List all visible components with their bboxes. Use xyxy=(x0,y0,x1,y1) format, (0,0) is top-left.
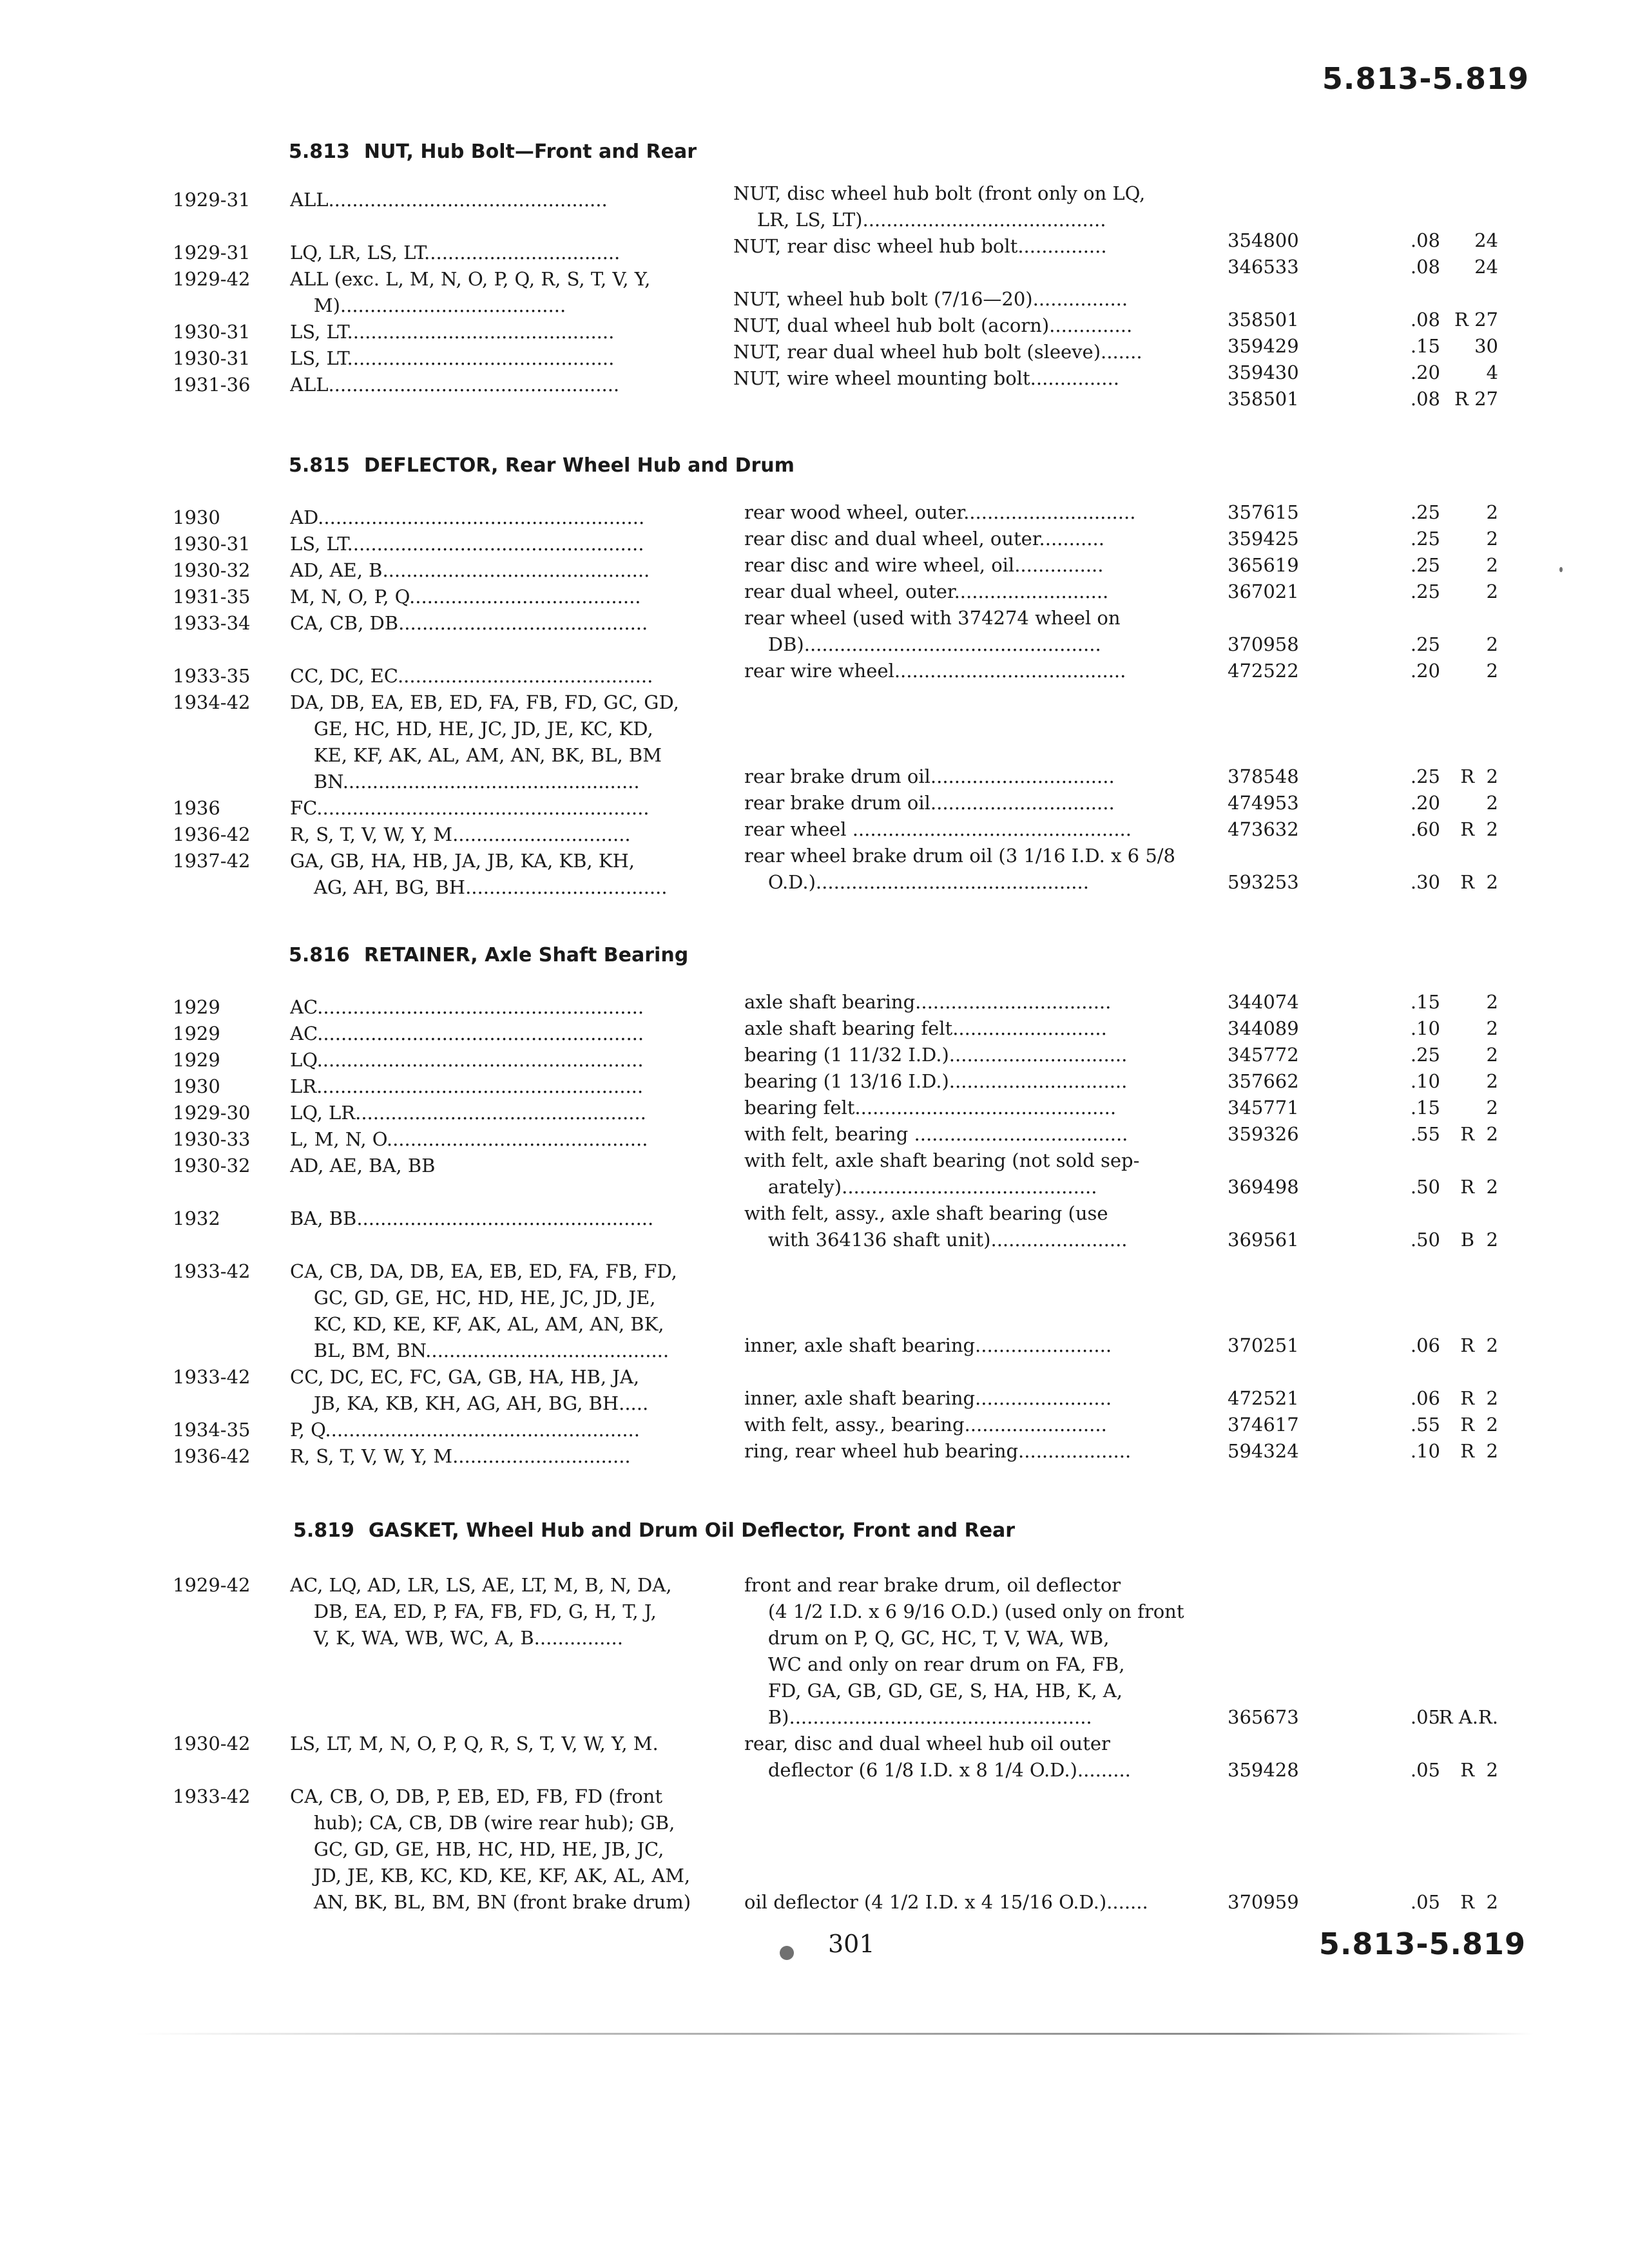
models-column: AC....................................................... AC....................................................... LQ....................................................... LR....................................................... LQ, LR................................................. L, M, N, O............................................ AD, AE, BA, BB BA, BB.................................................. CA, CB, DA, DB, EA, EB, ED, FA, FB, FD, GC, GD, GE, HC, HD, HE, JC, JD, JE, KC, KD, KE, KF, AK, AL, AM, AN, BK, BL, BM, BN......................................... CC, DC, EC, FC, GA, GB, HA, HB, JA, JB, KA, KB, KH, AG, AH, BG, BH..... P, Q..................................................... R, S, T, V, W, Y, M.............................. xyxy=(290,996,677,1467)
section-number: 5.813 xyxy=(289,140,350,163)
section-title-5813 xyxy=(289,140,697,163)
price-column: .25 .25 .25 .25 .25 .20 .25 .20 .60 .30 xyxy=(1410,501,1440,893)
section-title-5815 xyxy=(289,454,795,477)
description-column: rear wood wheel, outer............................. rear disc and dual wheel, outer........... rear disc and wire wheel, oil............... rear dual wheel, outer.......................... rear wheel (used with 374274 wheel on DB).................................................. rear wire wheel....................................... rear brake drum oil............................... rear brake drum oil............................... rear wheel ............................................... rear wheel brake drum oil (3 1/16 I.D. x 6 5/8 O.D.).............................................. xyxy=(744,501,1175,893)
section-number: 5.815 xyxy=(289,454,350,477)
section-heading: GASKET, Wheel Hub and Drum Oil Deflector, Front and Rear xyxy=(368,1519,1016,1542)
years-column: 1930 1930-31 1930-32 1931-35 1933-34 1933-35 1934-42 1936 1936-42 1937-42 xyxy=(173,506,251,872)
part-number-column: 357615 359425 365619 367021 370958 472522 378548 474953 473632 593253 xyxy=(1228,501,1299,893)
section-heading: RETAINER, Axle Shaft Bearing xyxy=(363,944,689,966)
section-number: 5.816 xyxy=(289,944,350,966)
section-heading: NUT, Hub Bolt—Front and Rear xyxy=(363,140,697,163)
description-column: front and rear brake drum, oil deflector (4 1/2 I.D. x 6 9/16 O.D.) (used only on front drum on P, Q, GC, HC, T, V, WA, WB, WC and only on rear drum on FA, FB, FD, GA, GB, GD, GE, S, HA, HB, K, A, B)................................................... rear, disc and dual wheel hub oil outer deflector (6 1/8 I.D. x 8 1/4 O.D.)......... oil deflector (4 1/2 I.D. x 4 15/16 O.D.)....... xyxy=(744,1574,1184,1913)
quantity-column: 2 2 2 2 2 R 2 R 2 B 2 R 2 R 2 R 2 R 2 xyxy=(1460,991,1498,1462)
quantity-column: 24 24 R 27 30 4 R 27 xyxy=(1454,229,1498,410)
page-footer-range: 5.813-5.819 xyxy=(1318,1927,1526,1961)
scan-speck xyxy=(1559,567,1563,572)
price-column: .05 .05 .05 xyxy=(1410,1706,1440,1913)
years-column: 1929-42 1930-42 1933-42 xyxy=(173,1574,251,1807)
price-column: .08 .08 .08 .15 .20 .08 xyxy=(1410,229,1440,410)
models-column: ALL............................................... LQ, LR, LS, LT................................. ALL (exc. L, M, N, O, P, Q, R, S, T, V, Y, M)...................................... LS, LT............................................. LS, LT............................................. ALL................................................. xyxy=(290,189,651,396)
scan-smudge xyxy=(780,1946,794,1960)
models-column: AC, LQ, AD, LR, LS, AE, LT, M, B, N, DA, DB, EA, ED, P, FA, FB, FD, G, H, T, J, V, K, WA, WB, WC, A, B............... LS, LT, M, N, O, P, Q, R, S, T, V, W, Y, M. CA, CB, O, DB, P, EB, ED, FB, FD (front hub); CA, CB, DB (wire rear hub); GB, GC, GD, GE, HB, HC, HD, HE, JB, JC, JD, JE, KB, KC, KD, KE, KF, AK, AL, AM, AN, BK, BL, BM, BN (front brake drum) xyxy=(290,1574,691,1913)
part-number-column: 365673 359428 370959 xyxy=(1228,1706,1299,1913)
scan-edge-line xyxy=(135,2033,1534,2035)
section-title-5816 xyxy=(289,944,688,966)
section-number: 5.819 xyxy=(293,1519,354,1542)
models-column: AD....................................................... LS, LT.................................................. AD, AE, B............................................. M, N, O, P, Q....................................... CA, CB, DB.......................................... CC, DC, EC........................................... DA, DB, EA, EB, ED, FA, FB, FD, GC, GD, GE, HC, HD, HE, JC, JD, JE, KC, KD, KE, KF, AK, AL, AM, AN, BK, BL, BM BN.................................................. FC........................................................ R, S, T, V, W, Y, M.............................. GA, GB, HA, HB, JA, JB, KA, KB, KH, AG, AH, BG, BH.................................. xyxy=(290,506,679,898)
quantity-column: 2 2 2 2 2 2 R 2 2 R 2 R 2 xyxy=(1460,501,1498,893)
section-title-5819 xyxy=(293,1519,1015,1542)
part-number-column: 354800 346533 358501 359429 359430 358501 xyxy=(1228,229,1299,410)
quantity-column: R A.R. R 2 R 2 xyxy=(1438,1706,1498,1913)
part-number-column: 344074 344089 345772 357662 345771 359326 369498 369561 370251 472521 374617 594324 xyxy=(1228,991,1299,1462)
section-heading: DEFLECTOR, Rear Wheel Hub and Drum xyxy=(363,454,795,477)
page-number: 301 xyxy=(828,1930,875,1958)
description-column: axle shaft bearing................................. axle shaft bearing felt.......................... bearing (1 11/32 I.D.).............................. bearing (1 13/16 I.D.).............................. bearing felt............................................ with felt, bearing .................................... with felt, axle shaft bearing (not sold sep- arately)........................................... with felt, assy., axle shaft bearing (use with 364136 shaft unit)....................... inner, axle shaft bearing....................... inner, axle shaft bearing....................... with felt, assy., bearing........................ ring, rear wheel hub bearing................... xyxy=(744,991,1140,1462)
years-column: 1929-31 1929-31 1929-42 1930-31 1930-31 1931-36 xyxy=(173,189,251,396)
page-header-range: 5.813-5.819 xyxy=(1322,61,1529,96)
years-column: 1929 1929 1929 1930 1929-30 1930-33 1930-32 1932 1933-42 1933-42 1934-35 1936-42 xyxy=(173,996,251,1467)
description-column: NUT, disc wheel hub bolt (front only on LQ, LR, LS, LT)......................................... NUT, rear disc wheel hub bolt............... NUT, wheel hub bolt (7/16—20)................ NUT, dual wheel hub bolt (acorn).............. NUT, rear dual wheel hub bolt (sleeve)....... NUT, wire wheel mounting bolt............... xyxy=(733,182,1146,389)
price-column: .15 .10 .25 .10 .15 .55 .50 .50 .06 .06 .55 .10 xyxy=(1410,991,1440,1462)
